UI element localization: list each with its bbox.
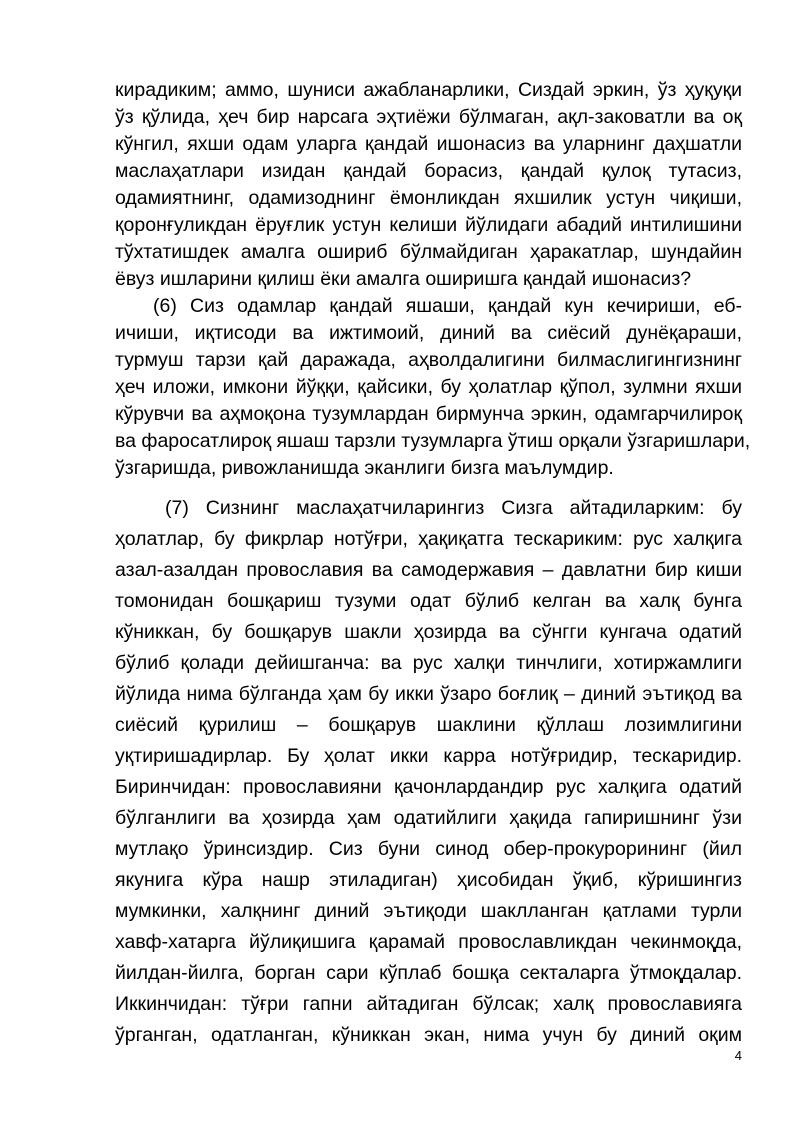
text-line: ўз қўлида, ҳеч бир нарсага эҳтиёжи бўлмаган, ақл-заковатли ва оқ — [115, 106, 742, 128]
text-line: ўзгаришда, ривожланишда эканлиги бизга маълумдир. — [115, 457, 614, 479]
text-line: ва фаросатлироқ яшаш тарзли тузумларга ўтиш орқали ўзгаришлари, — [115, 430, 751, 452]
text-line: якунига кўра нашр этиладиган) ҳисобидан ўқиб, кўришингиз — [115, 869, 742, 891]
text-line: бўлганлиги ва ҳозирда ҳам одатийлиги ҳақида гапиришнинг ўзи — [115, 807, 742, 829]
text-line: ҳолатлар, бу фикрлар нотўғри, ҳақиқатга тескариким: рус халқига — [115, 528, 742, 550]
paragraph-6-first-line: (6) Сиз одамлар қандай яшаши, қандай кун кечириши, еб- — [153, 295, 742, 317]
text-line: кўрувчи ва аҳмоқона тузумлардан бирмунча эркин, одамгарчилироқ — [115, 403, 742, 425]
text-line: ҳеч иложи, имкони йўққи, қайсики, бу ҳолатлар қўпол, зулмни яхши — [115, 376, 742, 398]
text-line: Биринчидан: провославияни қачонлардандир рус халқига одатий — [115, 776, 742, 798]
text-line: хавф-хатарга йўлиқишига қарамай провославликдан чекинмоқда, — [115, 931, 742, 953]
text-line: кўниккан, бу бошқарув шакли ҳозирда ва сўнгги кунгача одатий — [115, 621, 742, 643]
text-line: томонидан бошқариш тузуми одат бўлиб келган ва халқ бунга — [115, 590, 742, 612]
text-line: кўнгил, яхши одам уларга қандай ишонасиз ва уларнинг даҳшатли — [115, 133, 742, 155]
text-line: бўлиб қолади дейишганча: ва рус халқи тинчлиги, хотиржамлиги — [115, 652, 742, 674]
text-line: кирадиким; аммо, шуниси ажабланарлики, Сиздай эркин, ўз ҳуқуқи — [115, 79, 742, 101]
text-line: уқтиришадирлар. Бу ҳолат икки карра нотўғридир, тескаридир. — [115, 745, 742, 767]
text-line: маслаҳатлари изидан қандай борасиз, қандай қулоқ тутасиз, — [115, 160, 742, 182]
text-line: сиёсий қурилиш – бошқарув шаклини қўллаш лозимлигини — [115, 714, 742, 736]
text-line: йўлида нима бўлганда ҳам бу икки ўзаро боғлиқ – диний эътиқод ва — [115, 683, 742, 705]
text-line: ёвуз ишларини қилиш ёки амалга оширишга қандай ишонасиз? — [115, 268, 692, 290]
text-line: тўхтатишдек амалга ошириб бўлмайдиган ҳаракатлар, шундайин — [115, 241, 742, 263]
text-line: одамиятнинг, одамизоднинг ёмонликдан яхшилик устун чиқиши, — [115, 187, 742, 209]
text-line: азал-азалдан провославия ва самодержавия – давлатни бир киши — [115, 559, 742, 581]
text-line: турмуш тарзи қай даражада, аҳволдалигини билмаслигингизнинг — [115, 349, 742, 371]
text-line: ичиши, иқтисоди ва ижтимоий, диний ва сиёсий дунёқараши, — [115, 322, 742, 344]
text-line: Иккинчидан: тўғри гапни айтадиган бўлсак; халқ провославияга — [115, 993, 742, 1015]
text-line: қоронғуликдан ёруғлик устун келиши йўлидаги абадий интилишини — [115, 214, 742, 236]
text-line: мумкинки, халқнинг диний эътиқоди шаклланган қатлами турли — [115, 900, 742, 922]
text-line: мутлақо ўринсиздир. Сиз буни синод обер-прокурорининг (йил — [115, 838, 742, 860]
page-number: 4 — [734, 1048, 742, 1063]
paragraph-7-first-line: (7) Сизнинг маслаҳатчиларингиз Сизга айтадиларким: бу — [165, 497, 742, 519]
text-line: ўрганган, одатланган, кўниккан экан, нима учун бу диний оқим — [115, 1024, 742, 1046]
text-line: йилдан-йилга, борган сари кўплаб бошқа секталарга ўтмоқдалар. — [115, 962, 742, 984]
